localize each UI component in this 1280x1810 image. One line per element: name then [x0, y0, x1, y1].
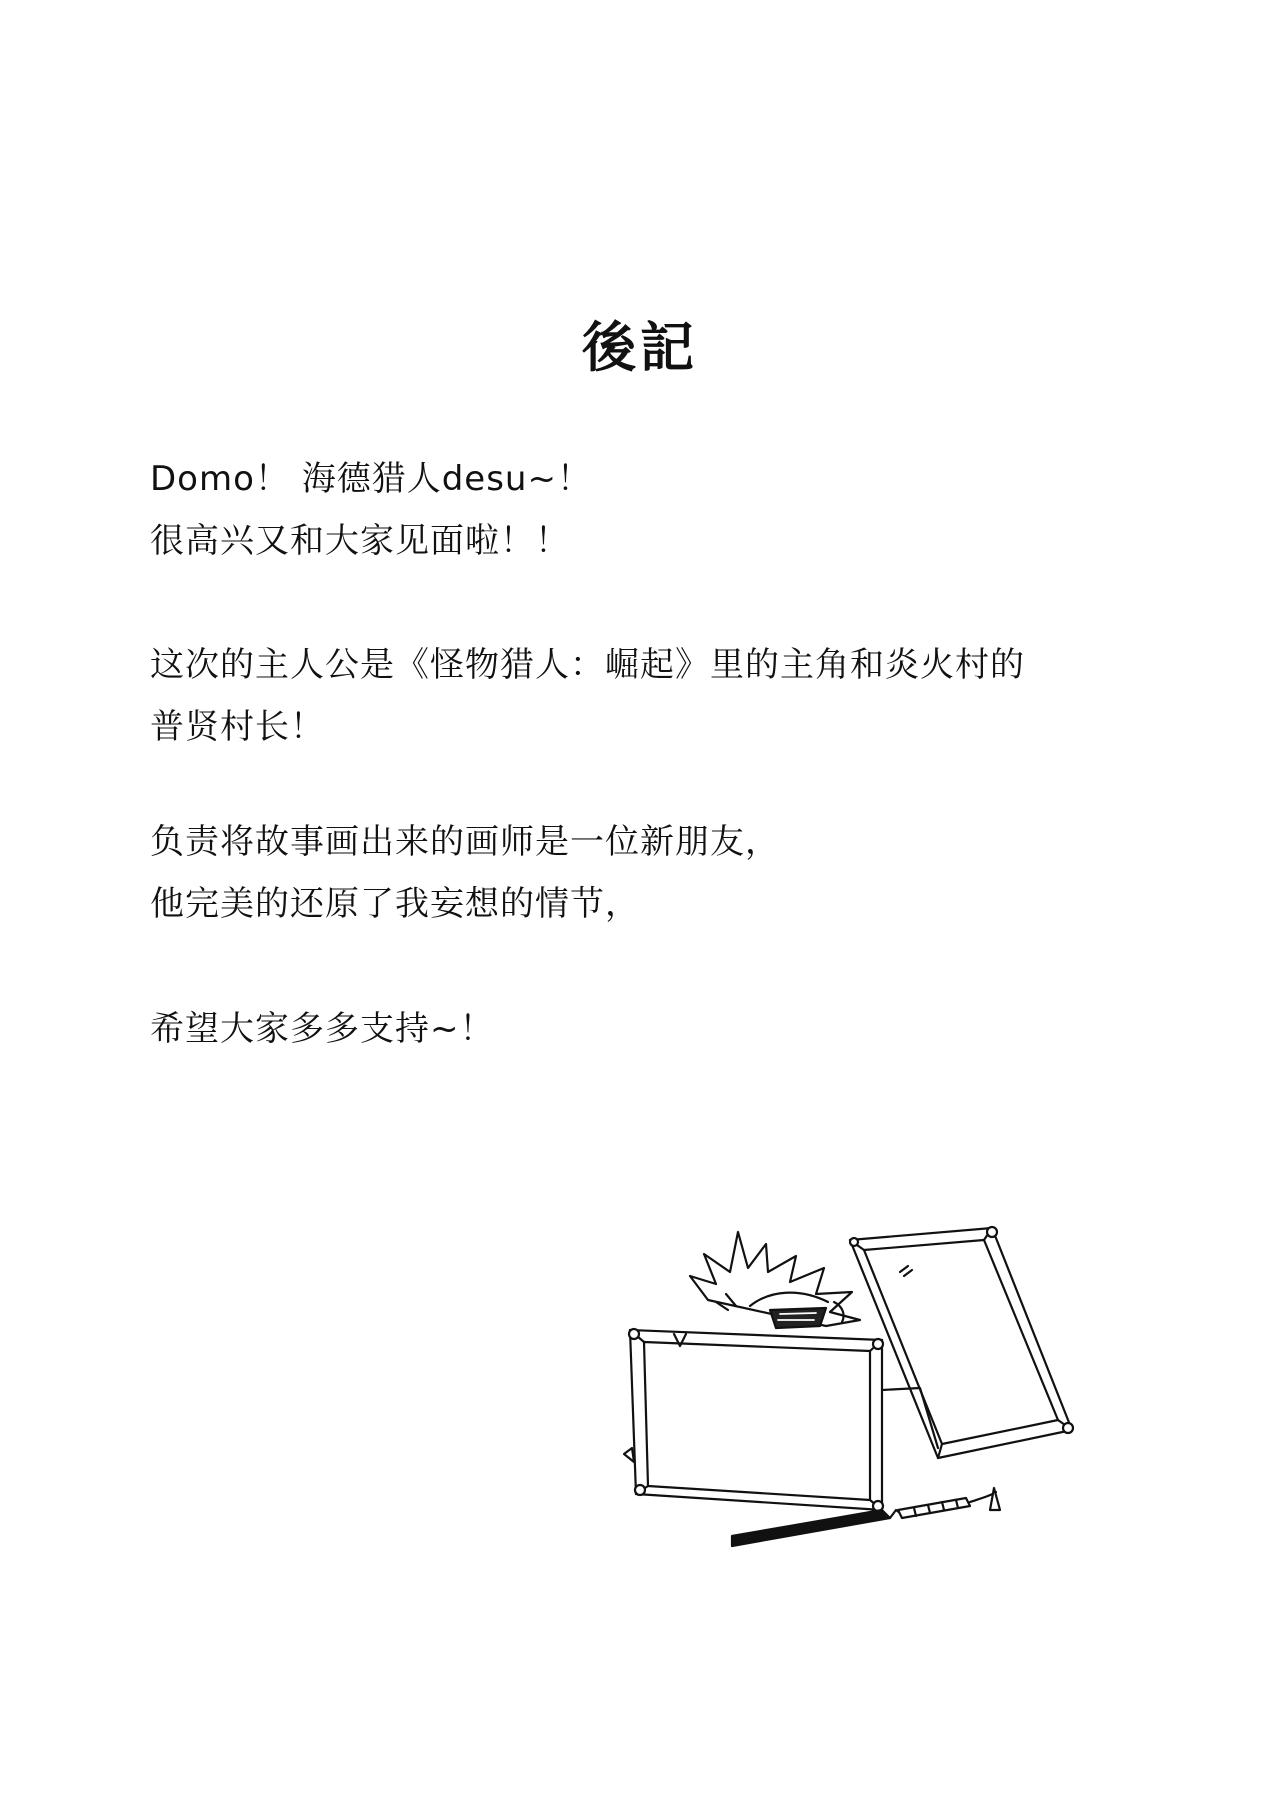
character-head	[690, 1232, 860, 1328]
paragraph-protagonists	[150, 634, 1150, 758]
paragraph-support	[150, 998, 1150, 1060]
paragraph-artist	[150, 811, 1150, 935]
box-body	[624, 1329, 938, 1511]
paragraph-line: 他完美的还原了我妄想的情节，	[150, 884, 640, 924]
paragraph-line: 很高兴又和大家见面啦！！	[150, 521, 570, 561]
paragraph-line: Domo！ 海德猎人desu~！	[150, 459, 592, 499]
character-peeking-from-box-illustration	[620, 1210, 1100, 1560]
paragraph-line: 负责将故事画出来的画师是一位新朋友，	[150, 822, 780, 862]
paragraph-line: 普贤村长！	[150, 707, 325, 747]
page-title: 後記	[582, 315, 698, 379]
paragraph-greeting	[150, 448, 1150, 572]
paragraph-line: 希望大家多多支持~！	[150, 1009, 495, 1049]
paragraph-line: 这次的主人公是《怪物猎人：崛起》里的主角和炎火村的	[150, 645, 1025, 685]
